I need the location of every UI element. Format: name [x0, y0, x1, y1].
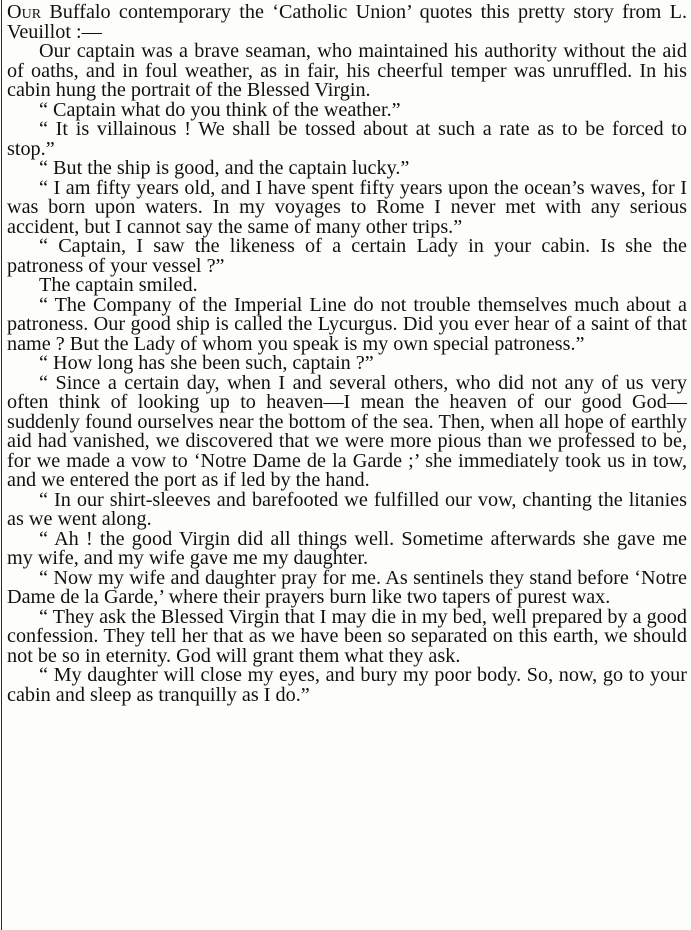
- paragraph-ship-good: “ But the ship is good, and the captain lucky.”: [39, 157, 410, 179]
- paragraph-fifty-years: “ I am fifty years old, and I have spent fifty years upon the ocean’s waves, for I was born upon waters. In my voyages to Rome I never met with any serious accident, but I cannot say the same of many other trips.”: [7, 176, 687, 238]
- paragraph-weather-question: “ Captain what do you think of the weather.”: [39, 98, 401, 121]
- paragraph-captain-smiled: The captain smiled.: [39, 274, 198, 296]
- paragraph-imperial-line: “ The Company of the Imperial Line do not trouble themselves much about a patroness. Our good ship is called the Lycurgus. Did you ever hear of a saint of that name ? But the Lady of whom you speak is my own special patroness.”: [7, 293, 687, 355]
- paragraph-good-virgin: “ Ah ! the good Virgin did all things well. Sometime afterwards she gave me my wife, and my wife gave me my daughter.: [7, 527, 687, 569]
- column-rule: [1, 0, 2, 930]
- paragraph-how-long: “ How long has she been such, captain ?”: [39, 352, 374, 374]
- paragraph-certain-day: “ Since a certain day, when I and several others, who did not any of us very often think of looking up to heaven—I mean the heaven of our good God—suddenly found ourselves near the bottom of the sea. Then, when all hope of earthly aid had vanished, we discovered that we were more pious than we professed to be, for we made a vow to ‘Notre Dame de la Garde ;’ she immediately took us in tow, and we entered the port as if led by the hand.: [7, 371, 687, 491]
- paragraph-blessed-virgin: “ They ask the Blessed Virgin that I may die in my bed, well prepared by a good confession. They tell her that as we have been so separated on this earth, we should not be so in eternity. God will grant them what they ask.: [7, 605, 687, 667]
- intro-text: Buffalo contemporary the ‘Catholic Union’ quotes this pretty story from L. Veuillot :—: [7, 1, 687, 43]
- paragraph-shirt-sleeves: “ In our shirt-sleeves and barefooted we fulfilled our vow, chanting the litanies as we went along.: [7, 488, 687, 530]
- paragraph-villainous: “ It is villainous ! We shall be tossed about at such a rate as to be forced to stop.”: [7, 118, 687, 160]
- article-body: [7, 3, 687, 705]
- paragraph-close-my-eyes: “ My daughter will close my eyes, and bury my poor body. So, now, go to your cabin and sleep as tranquilly as I do.”: [7, 664, 687, 706]
- paragraph-wife-daughter: “ Now my wife and daughter pray for me. As sentinels they stand before ‘Notre Dame de la Garde,’ where their prayers burn like two tapers of purest wax.: [7, 566, 687, 608]
- paragraph-likeness-lady: “ Captain, I saw the likeness of a certain Lady in your cabin. Is she the patroness of your vessel ?”: [7, 235, 687, 277]
- intro-lead-word: Our: [7, 1, 42, 23]
- intro-paragraph: [7, 3, 687, 42]
- paragraph-captain-description: Our captain was a brave seaman, who maintained his authority without the aid of oaths, and in foul weather, as in fair, his cheerful temper was unruffled. In his cabin hung the portrait of the Blessed Virgin.: [7, 40, 687, 101]
